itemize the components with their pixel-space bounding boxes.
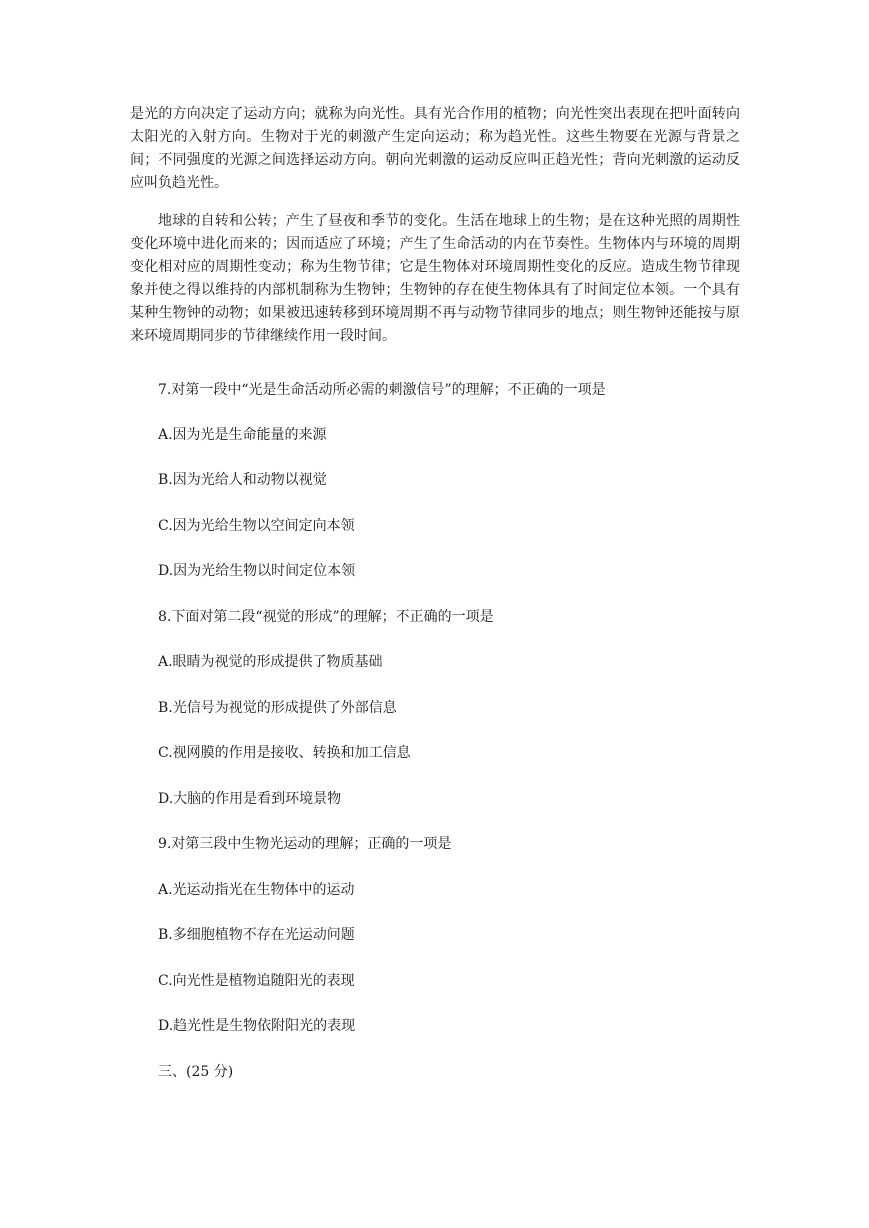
question-9-option-a: A.光运动指光在生物体中的运动 — [158, 882, 355, 898]
question-7-stem: 7.对第一段中“光是生命活动所必需的刺激信号”的理解；不正确的一项是 — [158, 382, 606, 398]
passage-paragraph-biological-clock: 地球的自转和公转；产生了昼夜和季节的变化。生活在地球上的生物；是在这种光照的周期性变化环境中进化而来的；因而适应了环境；产生了生命活动的内在节奏性。生物体内与环境的周期变化相对应的周期性变动；称为生物节律；它是生物体对环境周期性变化的反应。造成生物节律现象并使之得以维持的内部机制称为生物钟；生物钟的存在使生物体具有了时间定位本领。一个具有某种生物钟的动物；如果被迅速转移到环境周期不再与动物节律同步的地点；则生物钟还能按与原来环境周期同步的节律继续作用一段时间。 — [130, 213, 740, 344]
section-heading: 三、(25 分) — [158, 1064, 234, 1080]
question-9-stem: 9.对第三段中生物光运动的理解；正确的一项是 — [158, 836, 452, 852]
question-8-option-b: B.光信号为视觉的形成提供了外部信息 — [158, 700, 397, 716]
question-7-option-b: B.因为光给人和动物以视觉 — [158, 472, 327, 488]
question-8-option-a: A.眼睛为视觉的形成提供了物质基础 — [158, 654, 383, 670]
passage-paragraph-phototaxis: 是光的方向决定了运动方向；就称为向光性。具有光合作用的植物；向光性突出表现在把叶面转向太阳光的入射方向。生物对于光的刺激产生定向运动；称为趋光性。这些生物要在光源与背景之间；不同强度的光源之间选择运动方向。朝向光刺激的运动反应叫正趋光性；背向光刺激的运动反应叫负趋光性。 — [130, 106, 740, 191]
question-8-option-d: D.大脑的作用是看到环境景物 — [158, 791, 342, 807]
question-8-option-c: C.视网膜的作用是接收、转换和加工信息 — [158, 745, 411, 761]
question-7-option-c: C.因为光给生物以空间定向本领 — [158, 518, 355, 534]
question-7-option-d: D.因为光给生物以时间定位本领 — [158, 563, 356, 579]
question-8-stem: 8.下面对第二段“视觉的形成”的理解；不正确的一项是 — [158, 609, 494, 625]
question-9-option-c: C.向光性是植物追随阳光的表现 — [158, 973, 355, 989]
question-9-option-d: D.趋光性是生物依附阳光的表现 — [158, 1018, 356, 1034]
question-9-option-b: B.多细胞植物不存在光运动问题 — [158, 927, 355, 943]
question-7-option-a: A.因为光是生命能量的来源 — [158, 427, 327, 443]
